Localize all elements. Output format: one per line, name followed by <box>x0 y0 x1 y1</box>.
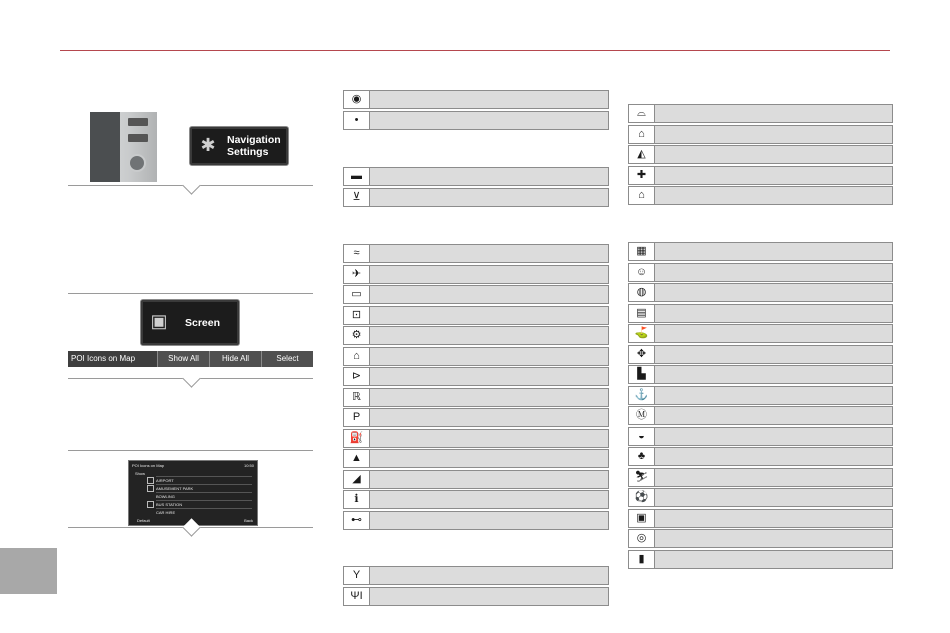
hotel-bed-icon: ▬ <box>344 168 370 185</box>
ramp-icon: ◢ <box>344 471 370 488</box>
select-button[interactable]: Select <box>261 351 313 367</box>
icon-table-row <box>343 587 609 606</box>
icon-table-row <box>628 488 893 507</box>
chapter-tab <box>0 548 57 594</box>
bus-icon: ▭ <box>344 286 370 303</box>
icon-table-row <box>628 186 893 205</box>
list-item[interactable]: CAR HIRE <box>156 508 252 517</box>
poi-bar-title: POI Icons on Map <box>71 354 136 363</box>
chevron-down-icon <box>182 369 200 387</box>
icon-table-row <box>343 111 609 130</box>
ice-skating-icon: ✥ <box>629 346 655 363</box>
chevron-down-icon <box>182 176 200 194</box>
icon-table-row <box>343 265 609 284</box>
icon-table-row <box>343 566 609 585</box>
museum-icon: Ⓜ <box>629 407 655 424</box>
icon-table-row <box>343 470 609 489</box>
icon-table-row <box>628 166 893 185</box>
list-item[interactable]: AMUSEMENT PARK <box>156 484 252 493</box>
icon-table-row <box>343 347 609 366</box>
icon-table-row <box>628 468 893 487</box>
separator <box>68 293 313 294</box>
city-hall-icon: ⌂ <box>629 126 655 143</box>
icon-table-row <box>343 429 609 448</box>
screen-button[interactable] <box>140 299 240 346</box>
ski-resort-icon: ⛷ <box>629 469 655 486</box>
icon-table-row <box>343 511 609 530</box>
list-item[interactable]: BOWLING <box>156 492 252 501</box>
restaurant-icon: ΨΙ <box>344 588 370 605</box>
icon-table-row <box>628 406 893 425</box>
harbor-icon: ⚓ <box>629 387 655 404</box>
hide-all-button[interactable]: Hide All <box>209 351 261 367</box>
search-poi-icon: ◉ <box>344 91 370 108</box>
device-photo <box>90 112 157 182</box>
icon-table-row <box>343 490 609 509</box>
back-button[interactable]: Back <box>244 518 253 523</box>
show-label: Show <box>135 471 146 476</box>
ferry-icon: ▲ <box>344 450 370 467</box>
list-item[interactable]: BUS STATION <box>156 500 252 509</box>
poi-icons-bar <box>68 351 313 367</box>
icon-table-row <box>628 345 893 364</box>
icon-table-row <box>343 90 609 109</box>
icon-table-row <box>628 324 893 343</box>
icon-table-row <box>343 167 609 186</box>
car-repair-icon: ⚙ <box>344 327 370 344</box>
icon-table-row <box>628 365 893 384</box>
checkbox[interactable] <box>147 477 154 484</box>
icon-table-row <box>343 367 609 386</box>
cocktail-bar-icon: Y <box>344 567 370 584</box>
icon-table-row <box>628 145 893 164</box>
community-center-icon: ⌂ <box>629 187 655 204</box>
checkbox[interactable] <box>147 485 154 492</box>
navigation-settings-button[interactable] <box>189 126 289 166</box>
icon-table-row <box>628 529 893 548</box>
bowling-icon: ◍ <box>629 284 655 301</box>
icon-table-row <box>628 427 893 446</box>
sports-center-icon: ⚽ <box>629 489 655 506</box>
icon-table-row <box>628 447 893 466</box>
list-item[interactable]: AIRPORT <box>156 476 252 485</box>
icon-table-row <box>628 242 893 261</box>
parking-icon: P <box>344 409 370 426</box>
knob-icon <box>128 154 146 172</box>
screen-label: Screen <box>185 317 221 329</box>
car-icon: ⊡ <box>344 307 370 324</box>
information-icon: ℹ <box>344 491 370 508</box>
amusement-park-icon: ☺ <box>629 264 655 281</box>
hospital-icon: ✚ <box>629 167 655 184</box>
icon-table-row <box>343 388 609 407</box>
airport-logo-icon: ≈ <box>344 245 370 262</box>
tourist-attraction-icon: ◎ <box>629 530 655 547</box>
theater-icon: ▣ <box>629 510 655 527</box>
icon-table-row <box>628 304 893 323</box>
separator <box>68 450 313 451</box>
rest-area-icon: ℝ <box>344 389 370 406</box>
icon-table-row <box>343 285 609 304</box>
icon-table-row <box>628 509 893 528</box>
icon-table-row <box>343 306 609 325</box>
small-dot-icon: • <box>344 112 370 129</box>
clock: 10:50 <box>243 463 254 468</box>
car-wash-icon: ⊷ <box>344 512 370 529</box>
marina-icon: ▙ <box>629 366 655 383</box>
checkbox[interactable] <box>147 501 154 508</box>
school-icon: ◭ <box>629 146 655 163</box>
airplane-icon: ✈ <box>344 266 370 283</box>
car-dealer-icon: ⌂ <box>344 348 370 365</box>
icon-table-row <box>628 386 893 405</box>
shopping-cart-icon: ⊻ <box>344 189 370 206</box>
icon-table-row <box>343 449 609 468</box>
poi-list-screen <box>128 460 258 526</box>
screen-icon: ▣ <box>150 311 168 331</box>
header-rule <box>60 50 890 51</box>
wrench-icon: ✱ <box>200 135 216 155</box>
icon-table-row <box>628 283 893 302</box>
icon-table-row <box>628 104 893 123</box>
gas-station-icon: ⛽ <box>344 430 370 447</box>
icon-table-row <box>628 125 893 144</box>
winery-icon: ▮ <box>629 551 655 568</box>
icon-table-row <box>628 550 893 569</box>
cinema-icon: ▤ <box>629 305 655 322</box>
nightlife-icon: ◒ <box>629 428 655 445</box>
icon-table-row <box>343 188 609 207</box>
park-icon: ♣ <box>629 448 655 465</box>
icon-table-row <box>628 263 893 282</box>
show-all-button[interactable]: Show All <box>157 351 209 367</box>
navigation-settings-label: Navigation Settings <box>227 134 281 158</box>
car-rental-icon: ⊳ <box>344 368 370 385</box>
icon-table-row <box>343 408 609 427</box>
casino-icon: ▦ <box>629 243 655 260</box>
icon-table-row <box>343 326 609 345</box>
golf-icon: ⛳ <box>629 325 655 342</box>
icon-table-row <box>343 244 609 263</box>
poi-screen-title: POI Icons on Map <box>132 463 165 468</box>
government-building-icon: ⌓ <box>629 105 655 122</box>
default-button[interactable]: Default <box>137 518 150 523</box>
